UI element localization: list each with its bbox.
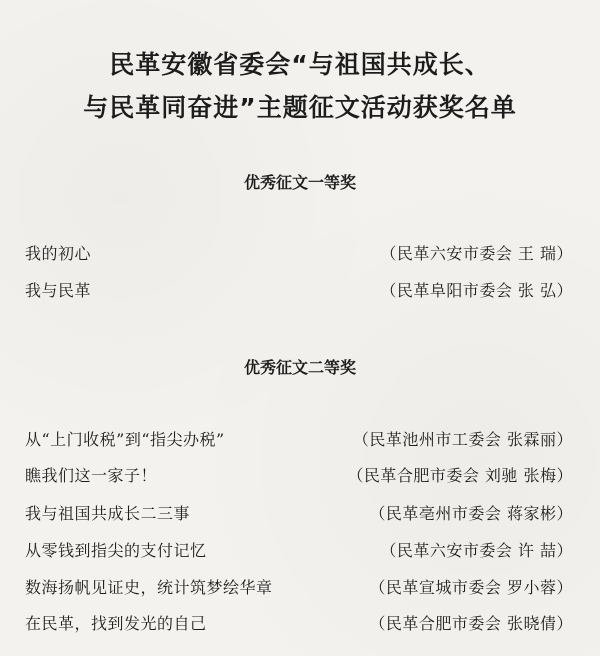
author-affiliation: （民革六安市委会 王 瑞） (380, 244, 573, 263)
award-entry (25, 576, 573, 600)
work-title: 瞧我们这一家子！ (25, 466, 158, 485)
work-title: 我与民革 (25, 281, 92, 300)
work-title: 从零钱到指尖的支付记忆 (25, 541, 207, 560)
author-affiliation: （民革阜阳市委会 张 弘） (380, 281, 573, 300)
section-heading-first-prize: 优秀征文一等奖 (243, 173, 356, 192)
award-entry (25, 242, 573, 266)
award-entry (25, 279, 573, 303)
award-entry (25, 539, 573, 563)
work-title: 数海扬帆见证史，统计筑梦绘华章 (25, 578, 273, 597)
author-affiliation: （民革亳州市委会 蒋家彬） (369, 504, 573, 523)
work-title: 在民革，找到发光的自己 (25, 614, 207, 633)
document-title-line-1: 民革安徽省委会“与祖国共成长、 (109, 50, 491, 79)
author-affiliation: （民革合肥市委会 刘驰 张梅） (347, 466, 573, 485)
work-title: 从“上门收税”到“指尖办税” (25, 430, 225, 449)
award-entry (25, 502, 573, 526)
work-title: 我与祖国共成长二三事 (25, 504, 191, 523)
author-affiliation: （民革池州市工委会 张霖丽） (352, 430, 573, 449)
document-title-line-2: 与民革同奋进”主题征文活动获奖名单 (83, 93, 517, 122)
section-heading-second-prize: 优秀征文二等奖 (243, 358, 356, 377)
award-entry (25, 428, 573, 452)
author-affiliation: （民革宣城市委会 罗小蓉） (369, 578, 573, 597)
award-entry (25, 612, 573, 636)
author-affiliation: （民革合肥市委会 张晓倩） (369, 614, 573, 633)
work-title: 我的初心 (25, 244, 92, 263)
author-affiliation: （民革六安市委会 许 喆） (380, 541, 573, 560)
award-entry (25, 464, 573, 488)
